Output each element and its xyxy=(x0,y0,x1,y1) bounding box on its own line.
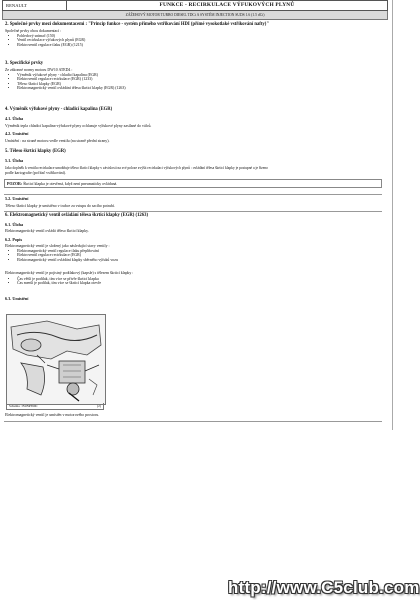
section-2-list xyxy=(5,34,85,47)
list-item: • Elektroventil regulace recirkulace (EGR) (1233) xyxy=(17,77,126,81)
section-2-intro: Společné prvky obou dokumentací : xyxy=(5,29,62,33)
list-item: • Čas menší je podtlak, tím více se škrticí klapka otevře xyxy=(17,281,101,285)
page-subtitle: ZÁŽEHOVÝ MOTOR TURBO DIESEL TDCi A SYSTÉM INJECTION SUDS 1.6 (1.5 dCi) xyxy=(2,11,388,20)
section-6-2-text-2: Elektromagnetický ventil je pojistný podtlakový (kapsle) s tělesem škrticí klapky : xyxy=(5,271,134,275)
section-5-1-text-line2: podle kartografie (počítač vstřikování). xyxy=(5,171,66,175)
section-5-2-text: Těleso škrticí klapky je umístěno v trubce za vstupu do sacího potrubí. xyxy=(5,204,115,208)
section-6-heading: 6. Elektromagnetický ventil ovládání tělesa škrticí klapky (EGR) (1263) xyxy=(5,213,149,218)
section-6-1-text: Elektromagnetický ventil ovládá těleso škrticí klapky. xyxy=(5,229,89,233)
section-2-heading: 2. Společné prvky mezi dokumentacemi : "Princip funkce - systém přímého vstřikování HDI (přímé vysokotlaké vstřikování nafty)" xyxy=(5,22,269,27)
right-border-line xyxy=(392,0,393,430)
list-item: • Elektroventil regulace tlaku (EGR) (1215) xyxy=(17,43,85,47)
section-6-2-heading: 6.2. Popis xyxy=(5,237,23,242)
warning-label: POZOR: xyxy=(7,182,23,186)
section-6-3-heading: 6.3. Umístění xyxy=(5,296,29,301)
list-item: • Těleso škrticí klapky (EGR) xyxy=(17,82,126,86)
list-item: • Ventil recirkulace výfukových plynů (EGR) xyxy=(17,38,85,42)
page-title: FUNKCE - RECIRKULACE VÝFUKOVÝCH PLYNŮ xyxy=(159,2,295,8)
list-item: • Čas větší je podtlak, tím více se přivře škrticí klapka xyxy=(17,277,101,281)
section-3-list xyxy=(5,73,126,91)
warning-text: Škrticí klapka je otevřená, když není pneumaticky ovládaná. xyxy=(23,182,118,186)
page-header xyxy=(2,0,388,11)
watermark: http://www.C5club.com xyxy=(228,578,420,597)
figure-caption-number: (2) xyxy=(97,404,101,408)
figure-caption xyxy=(6,403,104,410)
section-3-heading: 3. Specifické prvky xyxy=(5,61,44,66)
section-5-1-text-line1: Jako doplněk k ventilu recirkulace umožňuje těleso škrticí klapky v závislosti na své poloze zvýšit recirkulaci výfukových plynů : ovládání tělesa škrticí klapky je postupné a je řízeno xyxy=(5,166,268,170)
list-item: • Elektroventil regulace recirkulace (EGR) xyxy=(17,253,118,257)
section-4-2-heading: 4.2. Umístění xyxy=(5,131,29,136)
engine-illustration xyxy=(7,315,105,404)
section-5-2-heading: 5.2. Umístění xyxy=(5,196,29,201)
section-3-intro: Ze zákonné normy motoru DW10 ATED4 : xyxy=(5,68,73,72)
list-item: • Elektromagnetický ventil ovládání klapky sběrného výfuků vozu xyxy=(17,258,118,262)
section-6-1-heading: 6.1. Úloha xyxy=(5,222,24,227)
list-item: • Elektromagnetický ventil ovládání tělesa škrticí klapky (EGR) (1263) xyxy=(17,86,126,90)
section-6-2-list-2 xyxy=(5,277,101,286)
divider xyxy=(4,421,382,422)
warning-note xyxy=(4,179,382,188)
section-4-2-text: Umístění : na straně motoru vedle ventilu (na straně přední strany). xyxy=(5,139,110,143)
section-6-2-text: Elektromagnetický ventil je složený jako následující stavy ventily : xyxy=(5,244,110,248)
figure-caption-label: Schéma : B1BP399C xyxy=(9,404,38,408)
list-item: • Výměník výfukové plyny - chladicí kapalina (EGR) xyxy=(17,73,126,77)
section-5-heading: 5. Těleso škrticí klapky (EGR) xyxy=(5,149,66,154)
section-6-2-list xyxy=(5,249,118,262)
section-4-heading: 4. Výměník výfukové plyny - chladicí kapalina (EGR) xyxy=(5,107,113,112)
section-4-1-heading: 4.1. Úloha xyxy=(5,116,24,121)
divider xyxy=(4,194,382,195)
section-4-1-text: Výměník tepla chladicí kapalina-výfukové plyny ochlazuje výfukové plyny zasílané do válců. xyxy=(5,124,152,128)
document-page xyxy=(2,0,388,20)
section-6-3-text: Elektromagnetický ventil je umístěn v motorového prostoru. xyxy=(5,413,100,417)
engine-photo xyxy=(6,314,106,405)
divider xyxy=(4,211,382,212)
list-item: • Pohledový snímač (150) xyxy=(17,34,85,38)
section-5-1-heading: 5.1. Úloha xyxy=(5,158,24,163)
list-item: • Elektromagnetický ventil regulace tlaku přeplňování xyxy=(17,249,118,253)
brand-label: RENAULT xyxy=(3,1,67,10)
